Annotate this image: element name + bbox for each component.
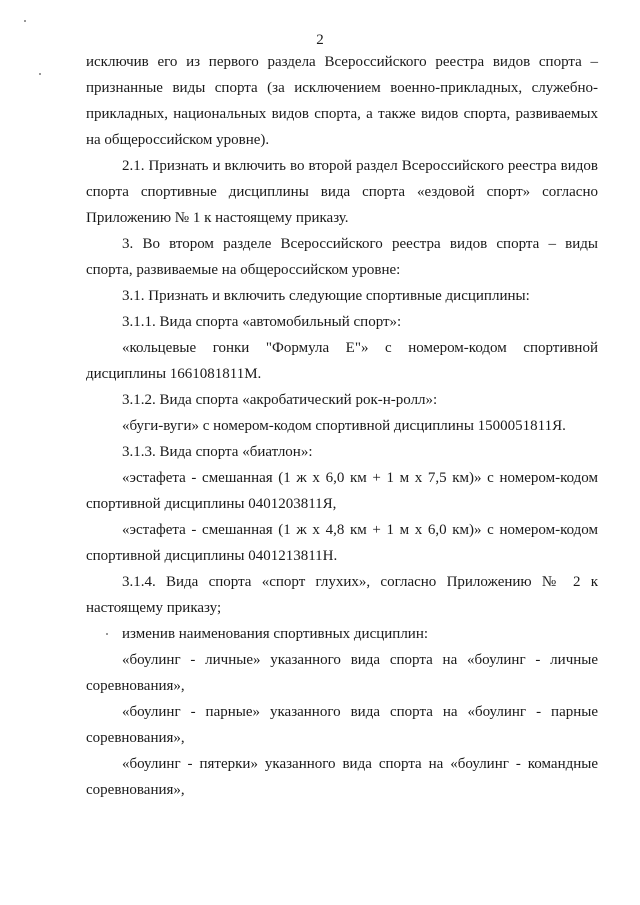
paragraph: 3.1.1. Вида спорта «автомобильный спорт»:: [122, 314, 402, 330]
paragraph: «боулинг - пятерки» указанного вида спорта на «боулинг - командные соревнования»,: [86, 756, 598, 798]
paragraph: 3.1. Признать и включить следующие спортивные дисциплины:: [122, 288, 530, 304]
paragraph: 3.1.4. Вида спорта «спорт глухих», согласно Приложению № 2 к настоящему приказу;: [86, 574, 598, 616]
paragraph: 2.1. Признать и включить во второй раздел Всероссийского реестра видов спорта спортивные дисциплины вида спорта «ездовой спорт» согласно Приложению № 1 к настоящему приказу.: [86, 158, 598, 226]
paragraph: исключив его из первого раздела Всероссийского реестра видов спорта – признанные виды спорта (за исключением военно-прикладных, служебно-прикладных, национальных видов спорта, а также видов спорта, развиваемых на общероссийском уровне).: [86, 54, 598, 148]
paragraph: «боулинг - парные» указанного вида спорта на «боулинг - парные соревнования»,: [86, 704, 598, 746]
paragraph: «боулинг - личные» указанного вида спорта на «боулинг - личные соревнования»,: [86, 652, 598, 694]
paragraph: 3.1.2. Вида спорта «акробатический рок-н-ролл»:: [122, 392, 438, 408]
paragraph: «эстафета - смешанная (1 ж х 4,8 км + 1 м х 6,0 км)» с номером-кодом спортивной дисциплины 0401213811Н.: [86, 522, 598, 564]
page-number: 2: [316, 32, 324, 48]
scan-speck: [39, 73, 41, 75]
scan-speck: [24, 20, 26, 22]
paragraph: «кольцевые гонки "Формула Е"» с номером-кодом спортивной дисциплины 1661081811М.: [86, 340, 598, 382]
paragraph: «буги-вуги» с номером-кодом спортивной дисциплины 1500051811Я.: [122, 418, 566, 434]
paragraph: 3. Во втором разделе Всероссийского реестра видов спорта – виды спорта, развиваемые на общероссийском уровне:: [86, 236, 598, 278]
paragraph: 3.1.3. Вида спорта «биатлон»:: [122, 444, 313, 460]
paragraph: «эстафета - смешанная (1 ж х 6,0 км + 1 м х 7,5 км)» с номером-кодом спортивной дисциплины 0401203811Я,: [86, 470, 598, 512]
document-body: [86, 49, 598, 803]
paragraph: изменив наименования спортивных дисциплин:: [122, 626, 429, 642]
